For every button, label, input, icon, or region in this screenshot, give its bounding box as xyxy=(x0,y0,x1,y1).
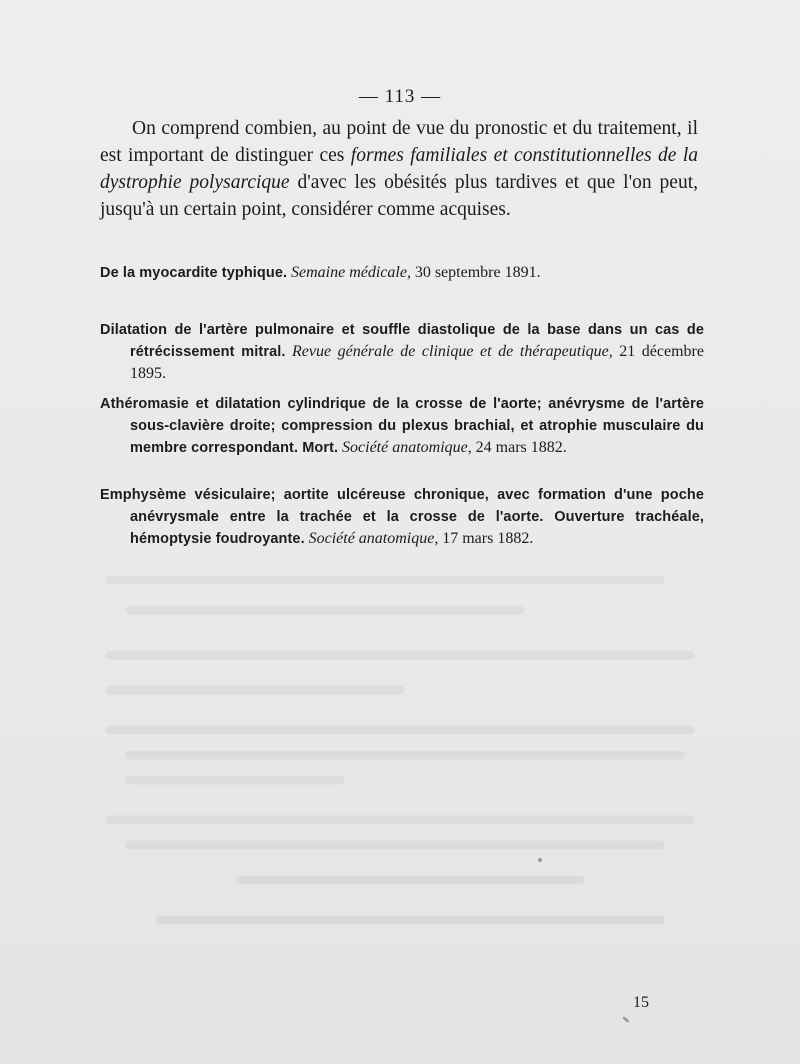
entry-title: Athéromasie et dilatation cylindrique de la crosse de l'aorte; anévrysme de l'artère sous-clavière droite; compression du plexus brachial, et atrophie musculaire du membre correspondant. Mort. xyxy=(100,396,704,456)
intro-text-italic: formes familiales et constitutionnelles de la dystrophie polysarcique xyxy=(100,145,698,193)
entry-source: Société anatomique, xyxy=(308,530,439,547)
entry-source: Revue générale de clinique et de thérapeutique, xyxy=(291,343,613,360)
show-through-lines xyxy=(100,560,700,940)
entry-date: 17 mars 1882. xyxy=(442,530,534,547)
page-number: — 113 — xyxy=(358,86,442,107)
bibliography-entry xyxy=(100,262,704,284)
entry-date: 24 mars 1882. xyxy=(475,439,567,456)
intro-text-part1: On comprend combien, au point de vue du pronostic et du traitement, il est important de distinguer ces xyxy=(100,118,698,166)
intro-text-part2: d'avec les obésités plus tardives et que l'on peut, jusqu'à un certain point, considérer comme acquises. xyxy=(100,172,698,220)
entry-title: De la myocardite typhique. xyxy=(100,265,288,281)
intro-paragraph xyxy=(100,115,698,223)
show-through-texture xyxy=(100,560,700,940)
bibliography-entry xyxy=(100,393,704,459)
entry-source: Semaine médicale, xyxy=(291,264,411,281)
entry-source: Société anatomique, xyxy=(342,439,472,456)
ink-speck xyxy=(622,1016,630,1023)
ink-speck xyxy=(538,858,542,862)
bibliography-entry xyxy=(100,319,704,384)
bibliography-entry xyxy=(100,484,704,550)
entry-title: Dilatation de l'artère pulmonaire et souffle diastolique de la base dans un cas de rétrécissement mitral. xyxy=(100,322,704,360)
entry-date: 30 septembre 1891. xyxy=(414,264,541,281)
entry-title: Emphysème vésiculaire; aortite ulcéreuse chronique, avec formation d'une poche anévrysmale entre la trachée et la crosse de l'aorte. Ouverture trachéale, hémoptysie foudroyante. xyxy=(100,487,704,547)
entry-date: 21 décembre 1895. xyxy=(130,343,704,382)
folio-number: 15 xyxy=(633,994,649,1011)
